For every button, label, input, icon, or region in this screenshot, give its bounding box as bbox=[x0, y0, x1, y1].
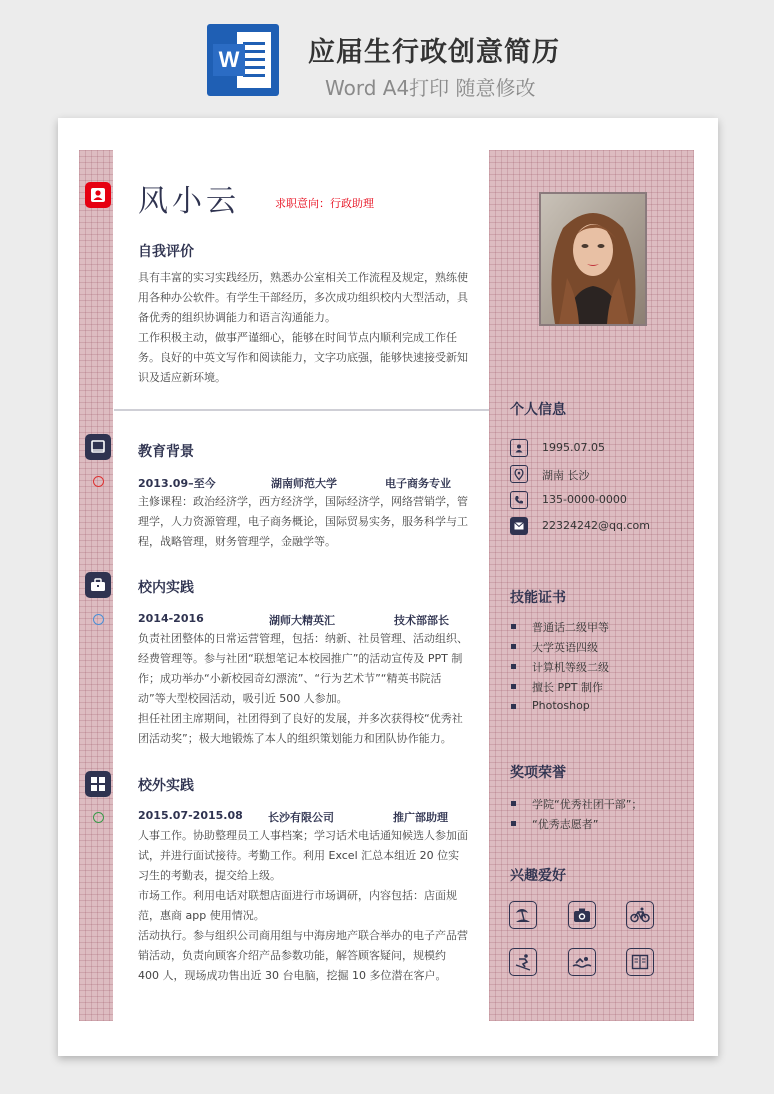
offcampus-role: 推广部助理 bbox=[393, 811, 448, 824]
timeline-dot bbox=[93, 812, 104, 823]
info-birth: 1995.07.05 bbox=[542, 441, 605, 454]
skill-item: Photoshop bbox=[511, 699, 590, 712]
offcampus-org: 长沙有限公司 bbox=[268, 811, 334, 824]
education-date: 2013.09–至今 bbox=[138, 477, 216, 490]
offcampus-date: 2015.07-2015.08 bbox=[138, 809, 243, 822]
info-location: 湖南 长沙 bbox=[542, 469, 590, 482]
page-subtitle: Word A4打印 随意修改 bbox=[325, 76, 536, 100]
page-title: 应届生行政创意简历 bbox=[308, 37, 560, 68]
education-major: 电子商务专业 bbox=[385, 477, 451, 490]
award-item: 学院“优秀社团干部”； bbox=[511, 796, 642, 812]
word-logo-icon: W bbox=[207, 24, 279, 96]
education-school: 湖南师范大学 bbox=[271, 477, 337, 490]
education-text: 主修课程：政治经济学，西方经济学，国际经济学，网络营销学，管理学，人力资源管理，电子商务概论，国际贸易实务，服务科学与工程，战略管理，财务管理学，金融学等。 bbox=[138, 495, 468, 548]
self-eval-heading: 自我评价 bbox=[138, 244, 194, 260]
section-divider bbox=[114, 409, 489, 411]
book-icon bbox=[85, 434, 111, 460]
timeline-dot bbox=[93, 614, 104, 625]
self-eval-text: 具有丰富的实习实践经历，熟悉办公室相关工作流程及规定，熟练使用各种办公软件。有学生干部经历，多次成功组织校内大型活动，具备优秀的组织协调能力和语言沟通能力。 工作积极主动，做事严谨细心，能够在时间节点内顺利完成工作任务。良好的中英文写作和阅读能力，文字功底强，能够快速接受新知识及适应新环境。 bbox=[138, 271, 468, 384]
phone-icon bbox=[510, 491, 528, 509]
skill-item: 计算机等级二级 bbox=[511, 659, 609, 675]
info-email-row bbox=[510, 517, 680, 537]
info-location-row bbox=[510, 465, 680, 485]
location-pin-icon bbox=[510, 465, 528, 483]
campus-heading: 校内实践 bbox=[138, 580, 194, 596]
skiing-icon bbox=[509, 948, 537, 976]
personal-info-heading: 个人信息 bbox=[510, 402, 566, 418]
education-heading: 教育背景 bbox=[138, 444, 194, 460]
beach-icon bbox=[509, 901, 537, 929]
reading-icon bbox=[626, 948, 654, 976]
info-email: 22324242@qq.com bbox=[542, 519, 650, 532]
campus-role: 技术部部长 bbox=[394, 614, 449, 627]
cycling-icon bbox=[626, 901, 654, 929]
resume-sheet bbox=[58, 118, 718, 1056]
page-header bbox=[0, 0, 774, 118]
camera-icon bbox=[568, 901, 596, 929]
grid-icon bbox=[85, 771, 111, 797]
profile-photo bbox=[539, 192, 647, 326]
info-birth-row bbox=[510, 439, 680, 459]
skill-item: 擅长 PPT 制作 bbox=[511, 679, 603, 695]
skill-item: 普通话二级甲等 bbox=[511, 619, 609, 635]
email-icon bbox=[510, 517, 528, 535]
award-item: “优秀志愿者” bbox=[511, 816, 598, 832]
candidate-name: 风小云 bbox=[138, 184, 240, 219]
awards-heading: 奖项荣誉 bbox=[510, 765, 566, 781]
skill-item: 大学英语四级 bbox=[511, 639, 598, 655]
job-intent: 求职意向：行政助理 bbox=[275, 197, 374, 210]
info-phone-row bbox=[510, 491, 680, 511]
briefcase-icon bbox=[85, 572, 111, 598]
offcampus-text: 人事工作。协助整理员工人事档案；学习话术电话通知候选人参加面试，并进行面试接待。考勤工作。利用 Excel 汇总本组近 20 位实习生的考勤表，提交给上级。 市场工作。利用电话对联想店面进行市场调研，内容包括：店面规范，惠商 app 使用情况。 活动执行。参与组织公司商用组与中海房地产联合举办的电子产品营销活动，负责向顾客介绍产品参数功能，解答顾客疑问，规模约 400 人，现场成功售出近 30 台电脑，挖掘 10 多位潜在客户。 bbox=[138, 829, 468, 982]
swimming-icon bbox=[568, 948, 596, 976]
campus-org: 湖师大精英汇 bbox=[269, 614, 335, 627]
offcampus-heading: 校外实践 bbox=[138, 778, 194, 794]
info-phone: 135-0000-0000 bbox=[542, 493, 627, 506]
hobbies-heading: 兴趣爱好 bbox=[510, 868, 566, 884]
campus-date: 2014-2016 bbox=[138, 612, 204, 625]
skills-heading: 技能证书 bbox=[510, 590, 566, 606]
timeline-dot bbox=[93, 476, 104, 487]
campus-text: 负责社团整体的日常运营管理，包括：纳新、社员管理、活动组织、经费管理等。参与社团“联想笔记本校园推广”的活动宣传及 PPT 制作；成功举办“小新校园奇幻漂流”、“行为艺术节”“精英书院活动”等大型校园活动，吸引近 500 人参加。 担任社团主席期间，社团得到了良好的发展，并多次获得校“优秀社团活动奖”；极大地锻炼了本人的组织策划能力和团队协作能力。 bbox=[138, 632, 468, 745]
id-card-icon bbox=[510, 439, 528, 457]
person-icon bbox=[85, 182, 111, 208]
